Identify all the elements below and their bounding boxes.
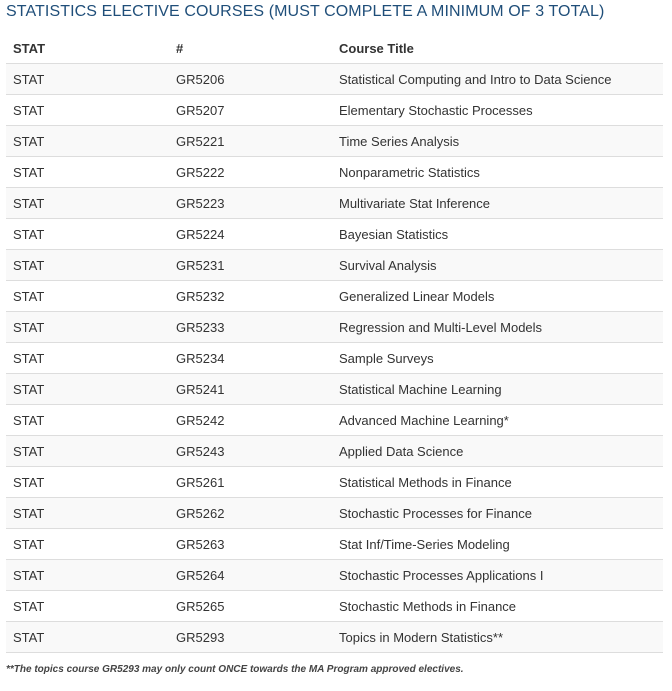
cell-course-title: Statistical Computing and Intro to Data Science (332, 64, 663, 95)
cell-department: STAT (6, 250, 169, 281)
cell-course-title: Applied Data Science (332, 436, 663, 467)
cell-department: STAT (6, 126, 169, 157)
cell-course-number: GR5243 (169, 436, 332, 467)
table-row (6, 374, 663, 405)
cell-course-number: GR5222 (169, 157, 332, 188)
column-header-department: STAT (6, 33, 169, 64)
column-header-course-title: Course Title (332, 33, 663, 64)
table-row (6, 250, 663, 281)
cell-department: STAT (6, 281, 169, 312)
table-row (6, 64, 663, 95)
cell-course-number: GR5206 (169, 64, 332, 95)
cell-department: STAT (6, 405, 169, 436)
cell-course-number: GR5233 (169, 312, 332, 343)
table-row (6, 560, 663, 591)
table-row (6, 622, 663, 653)
cell-department: STAT (6, 219, 169, 250)
cell-course-title: Survival Analysis (332, 250, 663, 281)
cell-course-number: GR5231 (169, 250, 332, 281)
cell-course-number: GR5264 (169, 560, 332, 591)
cell-course-number: GR5263 (169, 529, 332, 560)
cell-course-title: Multivariate Stat Inference (332, 188, 663, 219)
table-row (6, 436, 663, 467)
table-row (6, 343, 663, 374)
cell-course-number: GR5265 (169, 591, 332, 622)
cell-department: STAT (6, 64, 169, 95)
cell-course-title: Generalized Linear Models (332, 281, 663, 312)
cell-course-number: GR5232 (169, 281, 332, 312)
table-row (6, 467, 663, 498)
cell-course-number: GR5221 (169, 126, 332, 157)
footnote: **The topics course GR5293 may only count ONCE towards the MA Program approved electives. (6, 664, 464, 675)
cell-department: STAT (6, 467, 169, 498)
cell-course-title: Statistical Methods in Finance (332, 467, 663, 498)
cell-course-number: GR5293 (169, 622, 332, 653)
table-row (6, 126, 663, 157)
table-header (6, 33, 663, 64)
table-row (6, 405, 663, 436)
page-title: STATISTICS ELECTIVE COURSES (MUST COMPLETE A MINIMUM OF 3 TOTAL) (6, 3, 605, 20)
cell-course-number: GR5224 (169, 219, 332, 250)
cell-course-title: Advanced Machine Learning* (332, 405, 663, 436)
cell-department: STAT (6, 560, 169, 591)
table-row (6, 219, 663, 250)
cell-course-title: Stochastic Processes for Finance (332, 498, 663, 529)
cell-course-title: Statistical Machine Learning (332, 374, 663, 405)
cell-department: STAT (6, 95, 169, 126)
cell-course-number: GR5234 (169, 343, 332, 374)
cell-course-title: Nonparametric Statistics (332, 157, 663, 188)
table-row (6, 188, 663, 219)
cell-department: STAT (6, 436, 169, 467)
cell-course-title: Sample Surveys (332, 343, 663, 374)
cell-course-title: Time Series Analysis (332, 126, 663, 157)
cell-course-title: Stat Inf/Time-Series Modeling (332, 529, 663, 560)
cell-department: STAT (6, 157, 169, 188)
table-row (6, 312, 663, 343)
cell-department: STAT (6, 591, 169, 622)
table-row (6, 95, 663, 126)
cell-department: STAT (6, 374, 169, 405)
cell-course-number: GR5242 (169, 405, 332, 436)
table-row (6, 498, 663, 529)
table-header-row (6, 33, 663, 64)
cell-course-title: Bayesian Statistics (332, 219, 663, 250)
cell-department: STAT (6, 188, 169, 219)
cell-department: STAT (6, 498, 169, 529)
table-row (6, 157, 663, 188)
table-row (6, 529, 663, 560)
cell-course-number: GR5241 (169, 374, 332, 405)
cell-department: STAT (6, 529, 169, 560)
table-row (6, 591, 663, 622)
cell-course-title: Stochastic Processes Applications I (332, 560, 663, 591)
cell-department: STAT (6, 622, 169, 653)
cell-department: STAT (6, 312, 169, 343)
cell-course-title: Stochastic Methods in Finance (332, 591, 663, 622)
elective-courses-table (6, 33, 663, 653)
cell-course-title: Regression and Multi-Level Models (332, 312, 663, 343)
cell-course-title: Elementary Stochastic Processes (332, 95, 663, 126)
cell-course-title: Topics in Modern Statistics** (332, 622, 663, 653)
table-row (6, 281, 663, 312)
column-header-course-number: # (169, 33, 332, 64)
table-body (6, 64, 663, 653)
cell-course-number: GR5223 (169, 188, 332, 219)
cell-course-number: GR5262 (169, 498, 332, 529)
cell-department: STAT (6, 343, 169, 374)
cell-course-number: GR5207 (169, 95, 332, 126)
cell-course-number: GR5261 (169, 467, 332, 498)
